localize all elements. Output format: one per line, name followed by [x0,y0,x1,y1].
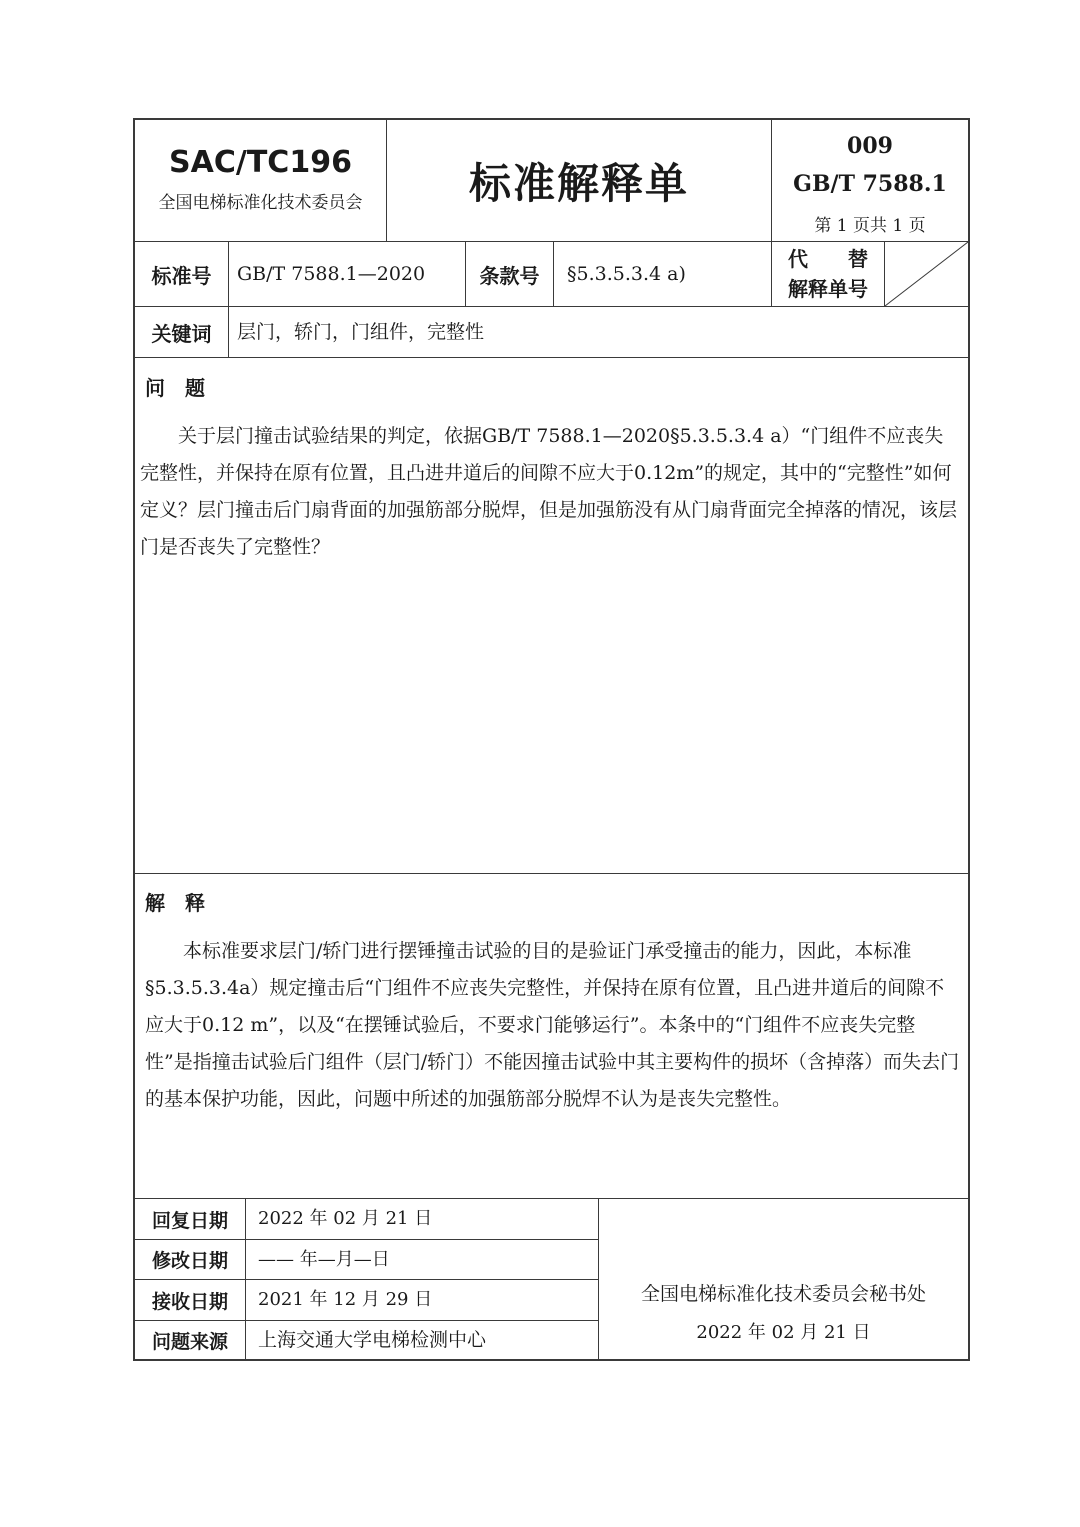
standard-no-label: 标准号 [151,263,212,288]
question-source-value: 上海交通大学电梯检测中心 [258,1329,487,1351]
answer-heading: 解 释 [145,891,205,915]
issuer: 全国电梯标准化技术委员会秘书处 [640,1282,926,1305]
clause-label: 条款号 [479,263,540,288]
revision-date-label: 修改日期 [151,1250,228,1272]
question-text: 关于层门撞击试验结果的判定，依据GB/T 7588.1—2020§5.3.5.3.4 a）“门组件不应丧失完整性，并保持在原有位置，且凸进井道后的间隙不应大于0.12m”的规定，其中的“完整性”如何定义？层门撞击后门扇背面的加强筋部分脱焊，但是加强筋没有从门扇背面完全掉落的情况，该层门是否丧失了完整性？ [140,425,958,558]
document-number: 009 [847,133,893,159]
org-name: 全国电梯标准化技术委员会 [158,192,363,213]
receipt-date-value: 2021 年 12 月 29 日 [258,1289,433,1310]
page-info: 第 1 页共 1 页 [814,215,926,236]
issue-date: 2022 年 02 月 21 日 [696,1322,871,1343]
org-code: SAC/TC196 [169,144,352,180]
question-source-label: 问题来源 [151,1330,228,1353]
revision-date-value: —— 年—月—日 [258,1249,390,1270]
empty-cell-slash [885,242,968,306]
keywords-label: 关键词 [151,321,212,346]
divider [134,357,968,358]
receipt-date-label: 接收日期 [151,1290,228,1313]
keywords-value: 层门，轿门，门组件，完整性 [237,321,485,343]
divider [245,1198,246,1359]
divider [553,241,554,306]
standard-no-value: GB/T 7588.1—2020 [237,263,426,285]
document-standard: GB/T 7588.1 [793,171,947,197]
divider [134,873,968,874]
reply-date-value: 2022 年 02 月 21 日 [258,1208,433,1229]
replace-label-line2: 解释单号 [788,277,868,301]
document-title: 标准解释单 [468,158,689,208]
replace-label: 代 替 [788,247,868,271]
question-heading: 问 题 [145,376,205,400]
divider [228,241,229,357]
answer-text: 本标准要求层门/轿门进行摆锤撞击试验的目的是验证门承受撞击的能力，因此，本标准§5.3.5.3.4a）规定撞击后“门组件不应丧失完整性，并保持在原有位置，且凸进井道后的间隙不应大于0.12 m”，以及“在摆锤试验后，不要求门能够运行”。本条中的“门组件不应丧失完整性”是指撞击试验后门组件（层门/轿门）不能因撞击试验中其主要构件的损坏（含掉落）而失去门的基本保护功能，因此，问题中所述的加强筋部分脱焊不认为是丧失完整性。 [145,940,960,1110]
clause-value: §5.3.5.3.4 a) [567,263,686,285]
reply-date-label: 回复日期 [151,1209,228,1232]
